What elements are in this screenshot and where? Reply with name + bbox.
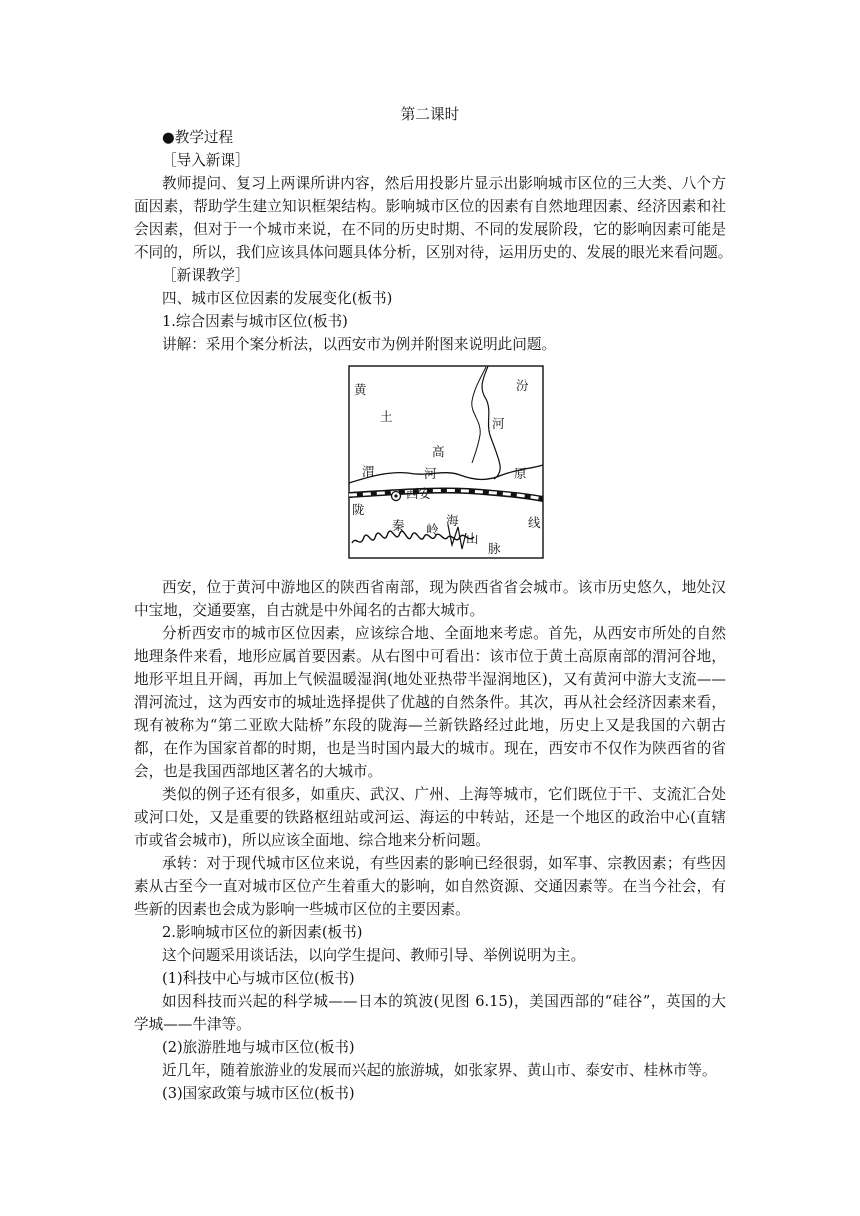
paragraph-line: 市或省会城市)，所以应该全面地、综合地来分析问题。 bbox=[134, 832, 490, 849]
subheading-3: (3)国家政策与城市区位(板书) bbox=[162, 1085, 355, 1102]
map-label: 渭 bbox=[362, 464, 375, 479]
paragraph-line: 面因素，帮助学生建立知识框架结构。影响城市区位的因素有自然地理因素、经济因素和社 bbox=[134, 198, 726, 215]
paragraph-line: 不同的，所以，我们应该具体问题具体分析，区别对待，运用历史的、发展的眼光来看问题。 bbox=[134, 244, 733, 261]
paragraph-line: 或河口处，又是重要的铁路枢纽站或河运、海运的中转站，还是一个地区的政治中心(直辖 bbox=[134, 809, 726, 826]
map-label: 线 bbox=[528, 515, 541, 530]
paragraph-line: 渭河流过，这为西安市的城址选择提供了优越的自然条件。其次，再从社会经济因素来看， bbox=[134, 694, 726, 711]
map-label: 汾 bbox=[516, 378, 529, 393]
paragraph-line: 地形平坦且开阔，再加上气候温暖湿润(地处亚热带半湿润地区)，又有黄河中游大支流—— bbox=[134, 671, 726, 688]
paragraph-line: 学城——牛津等。 bbox=[134, 1016, 251, 1033]
heading-4-2: 2.影响城市区位的新因素(板书) bbox=[162, 924, 363, 941]
paragraph-line: 些新的因素也会成为影响一些城市区位的主要因素。 bbox=[134, 901, 470, 918]
section-heading: ●教学过程 bbox=[162, 129, 234, 146]
paragraph-line: 教师提问、复习上两课所讲内容，然后用投影片显示出影响城市区位的三大类、八个方 bbox=[162, 175, 726, 192]
paragraph-line: 都，在作为国家首都的时期，也是当时国内最大的城市。现在，西安市不仅作为陕西省的省 bbox=[134, 740, 726, 757]
new-lesson-tag: ［新课教学］ bbox=[162, 267, 250, 284]
paragraph-line: 承转：对于现代城市区位来说，有些因素的影响已经很弱，如军事、宗教因素；有些因 bbox=[162, 855, 726, 872]
paragraph-line: 中宝地，交通要塞，自古就是中外闻名的古都大城市。 bbox=[134, 602, 485, 619]
xian-city-dot bbox=[394, 494, 397, 497]
paragraph-line: 西安，位于黄河中游地区的陕西省南部，现为陕西省省会城市。该市历史悠久，地处汉 bbox=[162, 579, 726, 596]
map-frame bbox=[349, 366, 543, 558]
paragraph-line: 分析西安市的城市区位因素，应该综合地、全面地来考虑。首先，从西安市所处的自然 bbox=[162, 625, 726, 642]
heading-4-1: 1.综合因素与城市区位(板书) bbox=[162, 313, 348, 330]
subheading-1: (1)科技中心与城市区位(板书) bbox=[162, 970, 355, 987]
map-label: 高 bbox=[432, 444, 445, 459]
map-label: 秦 bbox=[392, 518, 405, 533]
paragraph-line: 如因科技而兴起的科学城——日本的筑波(见图 6.15)，美国西部的“硅谷”，英国的大 bbox=[162, 993, 726, 1010]
paragraph-line: 近几年，随着旅游业的发展而兴起的旅游城，如张家界、黄山市、泰安市、桂林市等。 bbox=[162, 1062, 717, 1079]
map-label: 河 bbox=[424, 466, 437, 481]
explain-line: 讲解：采用个案分析法，以西安市为例并附图来说明此问题。 bbox=[162, 336, 557, 353]
map-label: 土 bbox=[380, 409, 393, 424]
map-label: 河 bbox=[492, 416, 505, 431]
map-label: 海 bbox=[446, 513, 459, 528]
xian-location-map bbox=[348, 365, 544, 559]
paragraph-line: 素从古至今一直对城市区位产生着重大的影响，如自然资源、交通因素等。在当今社会，有 bbox=[134, 878, 726, 895]
paragraph-line: 现有被称为“第二亚欧大陆桥”东段的陇海—兰新铁路经过此地，历史上又是我国的六朝古 bbox=[134, 717, 726, 734]
map-label: 黄 bbox=[354, 382, 367, 397]
paragraph-line: 会因素，但对于一个城市来说，在不同的历史时期、不同的发展阶段，它的影响因素可能是 bbox=[134, 221, 726, 238]
paragraph-line: 会，也是我国西部地区著名的大城市。 bbox=[134, 763, 383, 780]
map-label: 山 bbox=[466, 531, 479, 546]
page-title: 第二课时 bbox=[400, 106, 460, 123]
map-label: 脉 bbox=[488, 541, 501, 556]
map-label: 原 bbox=[514, 466, 527, 481]
paragraph-line: 类似的例子还有很多，如重庆、武汉、广州、上海等城市，它们既位于干、支流汇合处 bbox=[162, 786, 726, 803]
map-label: 岭 bbox=[426, 522, 439, 537]
heading-4: 四、城市区位因素的发展变化(板书) bbox=[162, 290, 393, 307]
intro-tag: ［导入新课］ bbox=[162, 152, 250, 169]
paragraph-line: 地理条件来看，地形应属首要因素。从右图中可看出：该市位于黄土高原南部的渭河谷地， bbox=[134, 648, 726, 665]
map-label: 西安 bbox=[406, 486, 432, 501]
subheading-2: (2)旅游胜地与城市区位(板书) bbox=[162, 1039, 355, 1056]
map-label: 陇 bbox=[352, 502, 365, 517]
method-line: 这个问题采用谈话法，以向学生提问、教师引导、举例说明为主。 bbox=[162, 947, 586, 964]
